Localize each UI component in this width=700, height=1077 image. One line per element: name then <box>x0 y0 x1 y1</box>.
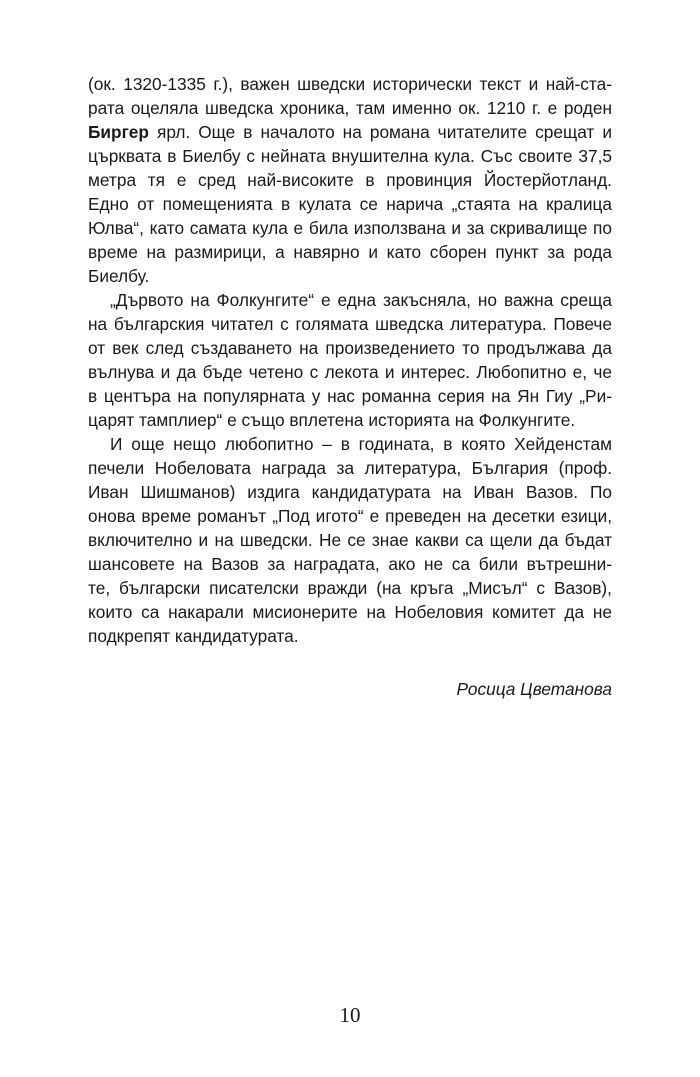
text-fragment: ярл. Още в началото на романа читателите срещат и <box>148 122 612 142</box>
author-signature: Росица Цветанова <box>456 679 612 699</box>
paragraph-3 <box>88 432 612 648</box>
paragraph-2 <box>88 288 612 432</box>
text-line: които са накарали мисионерите на Нобеловия комитет да не <box>88 602 612 622</box>
text-line: печели Нобеловата награда за литература, България (проф. <box>88 458 612 478</box>
text-line: в центъра на популярната у нас романна серия на Ян Гиу „Ри- <box>88 386 612 406</box>
name-birger: Биргер <box>88 122 149 142</box>
text-line: Юлва“, като самата кула е била използвана и за скривалище по <box>88 218 612 238</box>
text-line <box>88 120 612 144</box>
text-line: време на размирици, а навярно и като сборен пункт за рода <box>88 242 612 262</box>
text-line: „Дървото на Фолкунгите“ е една закъсняла, но важна среща <box>110 290 612 310</box>
text-line: Иван Шишманов) издига кандидатурата на Иван Вазов. По <box>88 482 612 502</box>
text-line: метра тя е сред най-високите в провинция Йостерйотланд. <box>88 170 612 190</box>
text-line: те, български писателски вражди (на кръга „Мисъл“ с Вазов), <box>88 578 612 598</box>
text-line: (ок. 1320-1335 г.), важен шведски исторически текст и най-ста- <box>88 74 612 94</box>
text-line: рата оцеляла шведска хроника, там именно ок. 1210 г. е роден <box>88 98 612 118</box>
text-line: шансовете на Вазов за наградата, ако не са били вътрешни- <box>88 554 612 574</box>
text-line: царят тамплиер“ е също вплетена историята на Фолкунгите. <box>88 410 576 430</box>
text-line: Биелбу. <box>88 266 150 286</box>
text-line: подкрепят кандидатурата. <box>88 626 299 646</box>
text-line: включително и на шведски. Не се знае какви са щели да бъдат <box>88 530 612 550</box>
page-number: 10 <box>339 1003 361 1027</box>
body-text <box>88 72 612 648</box>
text-line: вълнува и да бъде четено с лекота и интерес. Любопитно е, че <box>88 362 612 382</box>
paragraph-1 <box>88 72 612 288</box>
text-line: онова време романът „Под игото“ е преведен на десетки езици, <box>88 506 612 526</box>
text-line: на българския читател с голямата шведска литература. Повече <box>88 314 612 334</box>
text-line: Едно от помещенията в кулата се нарича „стаята на кралица <box>88 194 612 214</box>
text-line: от век след създаването на произведението то продължава да <box>88 338 612 358</box>
text-line: И още нещо любопитно – в годината, в която Хейденстам <box>110 434 612 454</box>
text-line: църквата в Биелбу с нейната внушителна кула. Със своите 37,5 <box>88 146 612 166</box>
